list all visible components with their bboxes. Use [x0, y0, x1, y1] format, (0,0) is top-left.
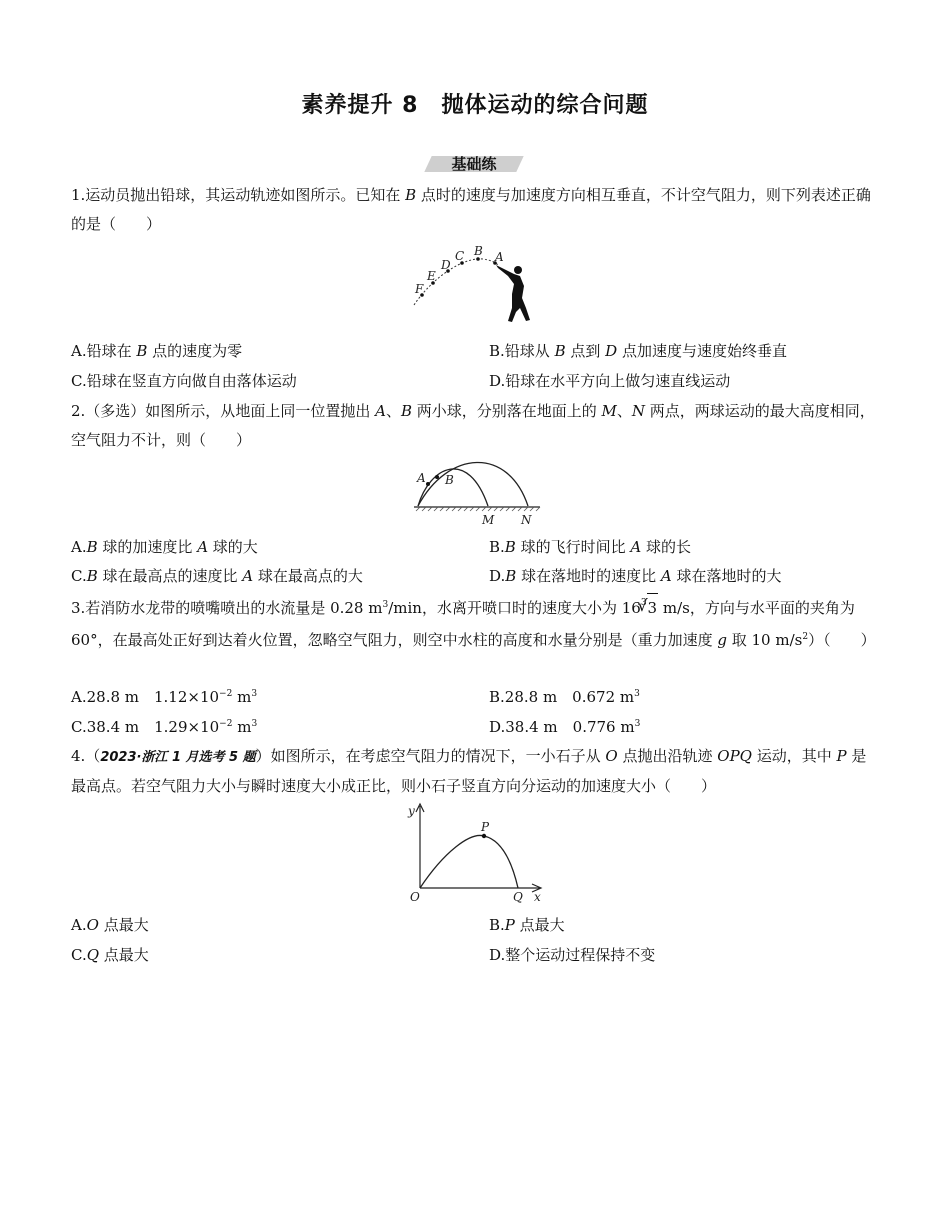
label-p: P [481, 820, 490, 834]
label-a: A [495, 250, 504, 264]
question-3-option-c[interactable]: C.38.4 m $1.29\times 10^{-2}$ $m^3$ [71, 718, 258, 736]
label-q: Q [513, 890, 523, 904]
question-1-option-c[interactable]: C.铅球在竖直方向做自由落体运动 [71, 372, 297, 390]
trajectory-b [418, 462, 528, 506]
question-2-stem: 2.（多选）如图所示，从地面上同一位置抛出 A、B 两小球，分别落在地面上的 M、N 两点，两球运动的最大高度相同，空气阻力不计，则（ ） [71, 402, 875, 449]
question-1-option-d[interactable]: D.铅球在水平方向上做匀速直线运动 [489, 372, 731, 390]
label-o: O [410, 890, 420, 904]
question-3-stem: 3.若消防水龙带的喷嘴喷出的水流量是 0.28 $m^3/\min$，水离开喷口时的速度大小为 $16^3√$ 3 m/s，方向与水平面的夹角为 60°，在最高处正好到达着火位置，忽略空气阻力，则空中水柱的高度和水量分别是（重力加速度 g 取 10 $m/s^2$）（ ） [71, 593, 881, 655]
question-4-stem: 4.（2023·浙江 1 月选考 5 题）如图所示，在考虑空气阻力的情况下，一小石子从 O 点抛出沿轨迹 OPQ 运动，其中 P 是最高点。若空气阻力大小与瞬时速度大小成正比，则小石子竖直方向分运动的加速度大小（ ） [71, 747, 867, 795]
label-b: B [445, 473, 454, 487]
label-d: D [441, 258, 451, 272]
question-2-option-b[interactable]: B.B 球的飞行时间比 A 球的长 [489, 538, 691, 556]
label-b: B [474, 244, 483, 258]
label-a: A [417, 471, 426, 485]
label-n: N [521, 513, 532, 527]
cube-root: $^3$√ 3 [641, 593, 658, 626]
question-4-option-b[interactable]: B.P 点最大 [489, 916, 565, 934]
question-1-option-b[interactable]: B.铅球从 B 点到 D 点加速度与速度始终垂直 [489, 342, 787, 360]
label-y: y [408, 804, 415, 818]
question-1-stem: 1.运动员抛出铅球，其运动轨迹如图所示。已知在 B 点时的速度与加速度方向相互垂直，不计空气阻力，则下列表述正确的是（ ） [71, 186, 871, 233]
question-1-option-a[interactable]: A.铅球在 B 点的速度为零 [71, 342, 243, 360]
question-3-option-b[interactable]: B.28.8 m 0.672 $m^3$ [489, 688, 640, 706]
question-2-option-c[interactable]: C.B 球在最高点的速度比 A 球在最高点的大 [71, 567, 363, 585]
question-2-figure [408, 456, 548, 530]
question-2-option-d[interactable]: D.B 球在落地时的速度比 A 球在落地时的大 [489, 567, 782, 585]
label-c: C [455, 249, 465, 263]
question-4-option-a[interactable]: A.O 点最大 [71, 916, 149, 934]
question-4-option-d[interactable]: D.整个运动过程保持不变 [489, 946, 656, 964]
point-p [482, 834, 486, 838]
trajectory-opq [420, 835, 518, 888]
label-f: F [415, 282, 424, 296]
question-3-option-a[interactable]: A.28.8 m $1.12\times 10^{-2}$ $m^3$ [71, 688, 258, 706]
athlete-silhouette [496, 265, 530, 322]
page-title: 素养提升 8 抛体运动的综合问题 [301, 93, 649, 118]
question-2-option-a[interactable]: A.B 球的加速度比 A 球的大 [71, 538, 258, 556]
ball-a [426, 482, 430, 486]
question-4-source: 2023·浙江 1 月选考 5 题 [100, 750, 256, 765]
question-4-figure [404, 800, 550, 908]
section-tag-label: 基础练 [451, 155, 497, 173]
question-3-option-d[interactable]: D.38.4 m 0.776 $m^3$ [489, 718, 641, 736]
label-m: M [482, 513, 495, 527]
question-1-figure [408, 242, 538, 326]
question-4-option-c[interactable]: C.Q 点最大 [71, 946, 149, 964]
label-x: x [534, 890, 541, 904]
label-e: E [427, 269, 436, 283]
ball-b [435, 475, 439, 479]
section-tag [428, 152, 520, 176]
